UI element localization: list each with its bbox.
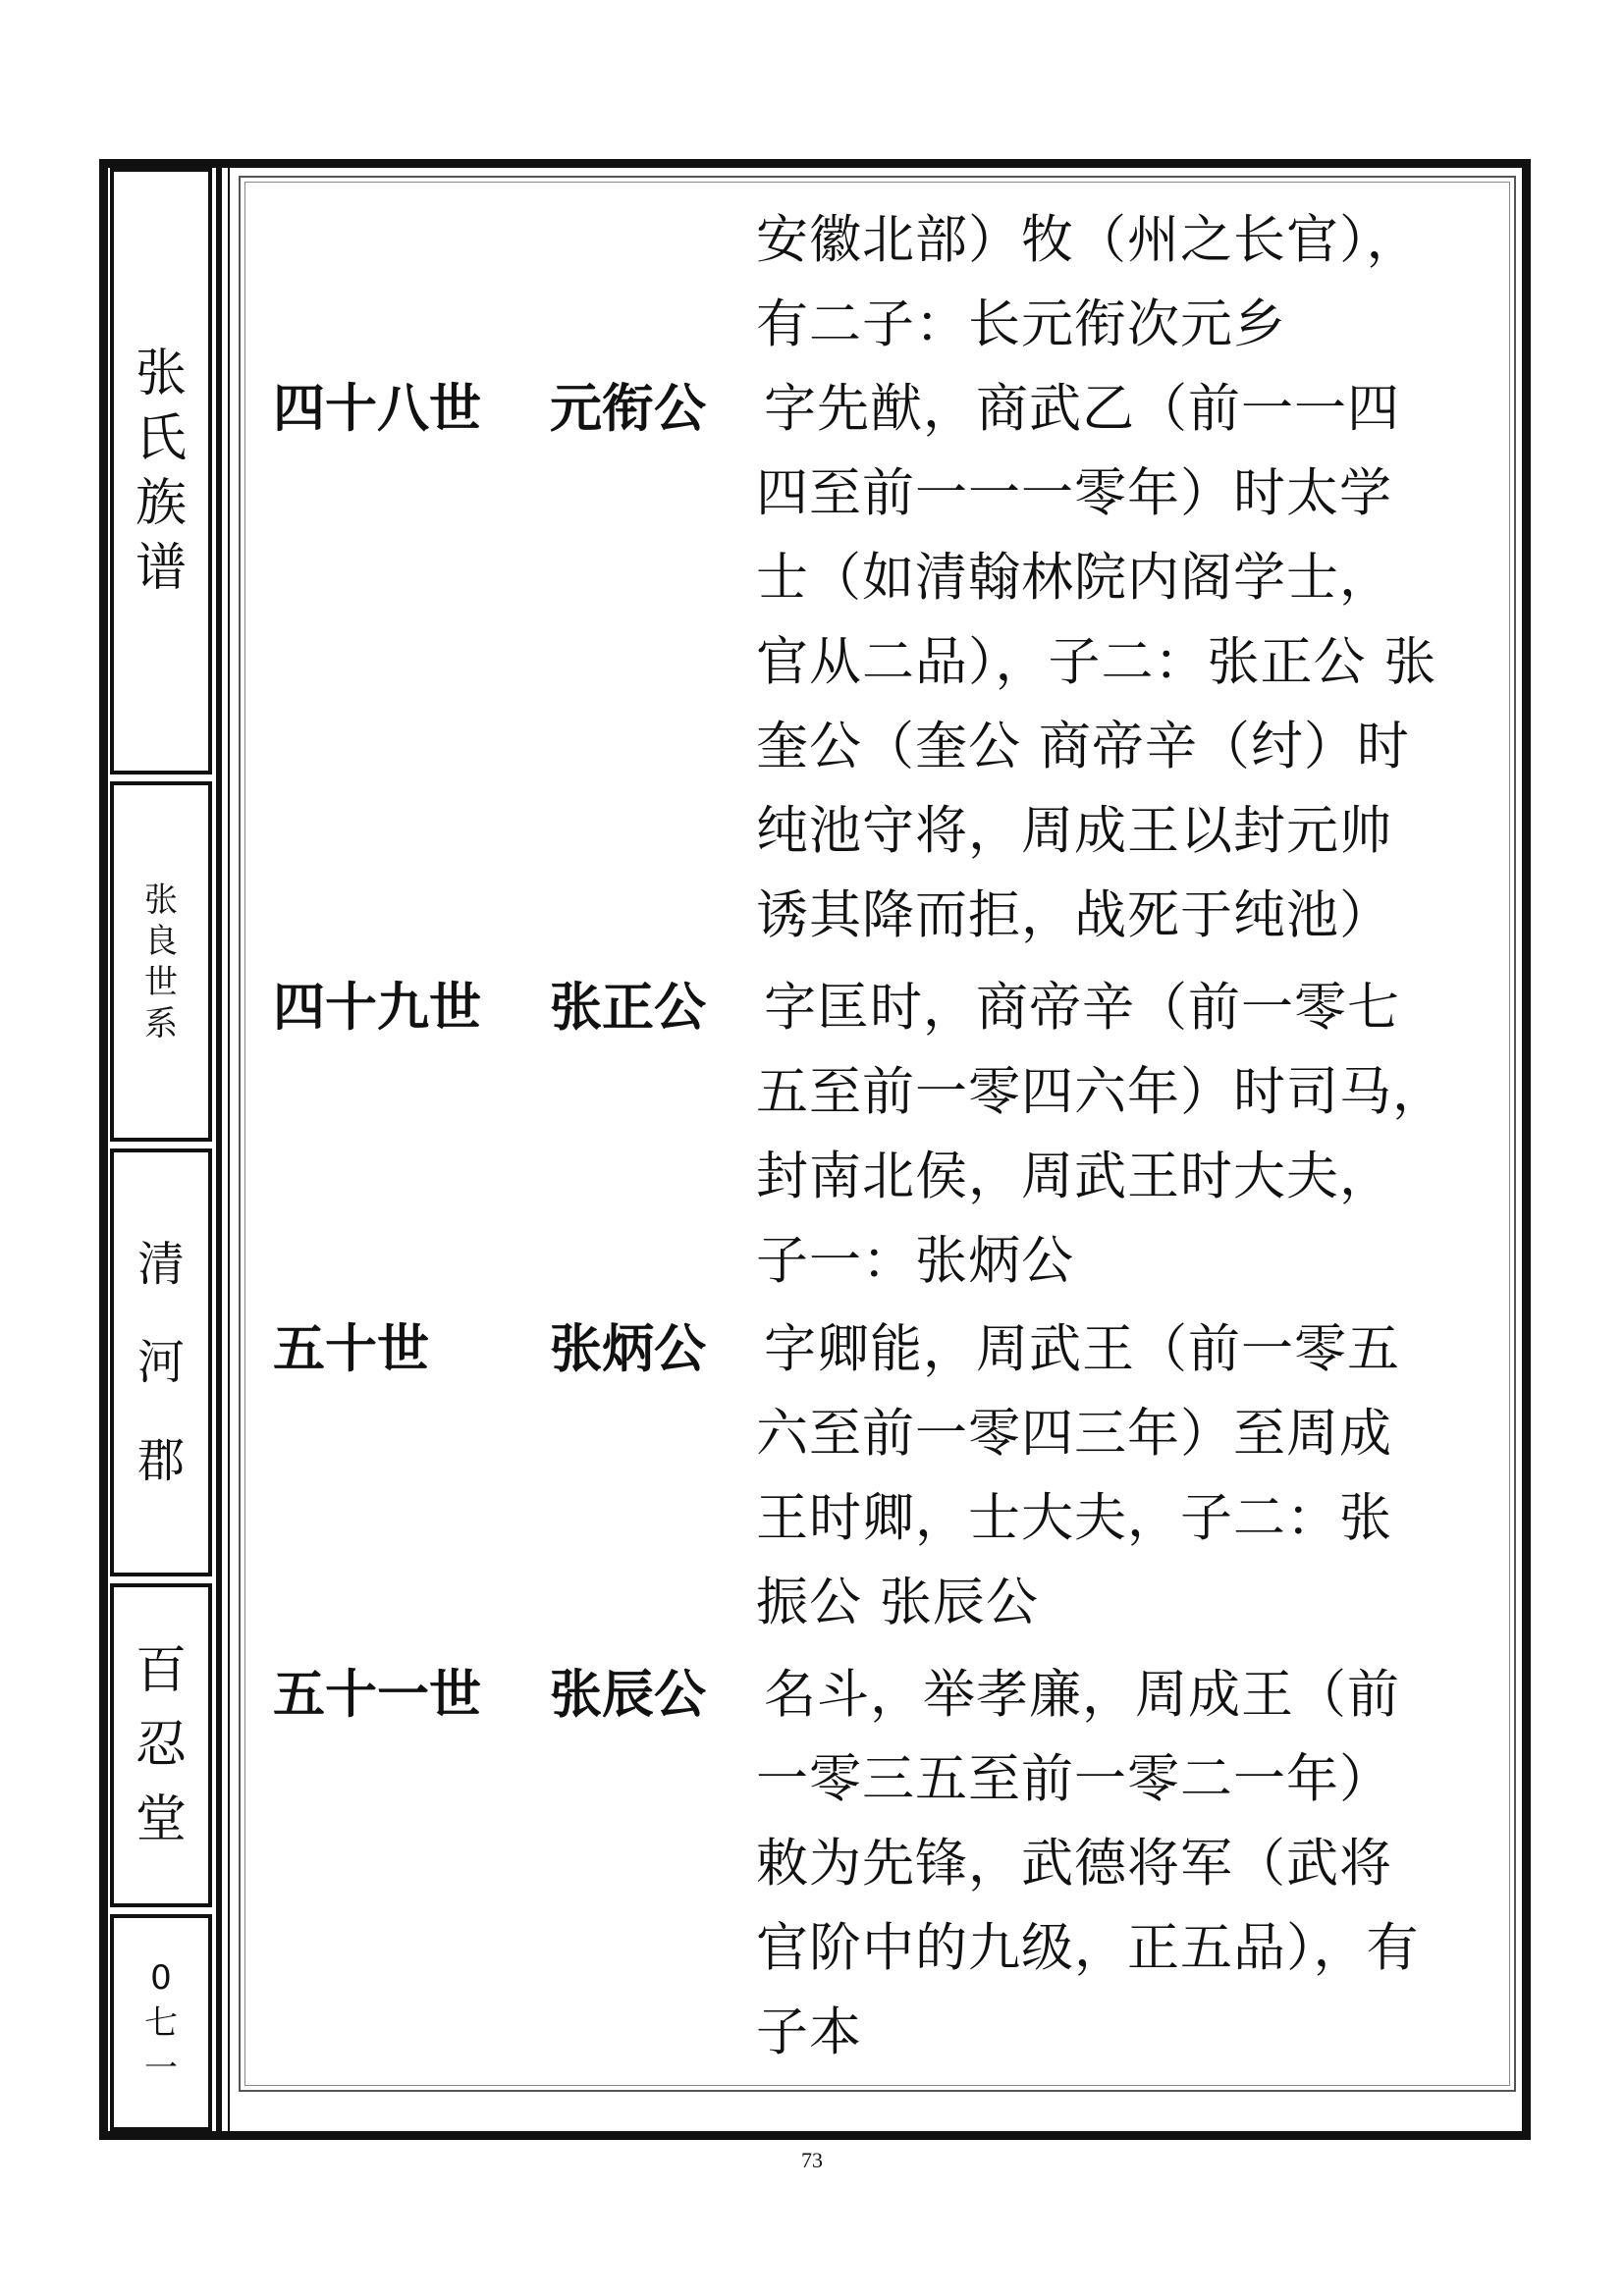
text-line: 士（如清翰林院内阁学士， xyxy=(756,548,1392,608)
title-char: 族 xyxy=(135,474,187,533)
title-char: 张 xyxy=(135,345,187,403)
text-line: 安徽北部）牧（州之长官）， xyxy=(756,210,1420,270)
text-line: 字卿能，周武王（前一零五 xyxy=(764,1319,1400,1379)
text-line: 子一：张炳公 xyxy=(756,1231,1074,1291)
text-line: 字先猷，商武乙（前一一四 xyxy=(764,379,1400,439)
generation-label: 五十一世 xyxy=(273,1665,481,1725)
text-line: 四至前一一一零年）时太学 xyxy=(756,463,1392,523)
page-char: 一 xyxy=(144,2048,178,2088)
sidebar-title-cell xyxy=(110,168,212,774)
generation-label: 四十九世 xyxy=(273,978,481,1038)
hall-char: 忍 xyxy=(135,1716,187,1775)
text-line: 王时卿，士大夫，子二：张 xyxy=(756,1488,1392,1548)
sidebar-commandery-cell xyxy=(110,1148,212,1576)
text-line: 奎公（奎公 商帝辛（纣）时 xyxy=(756,717,1410,776)
ancestor-name: 张辰公 xyxy=(550,1665,706,1725)
sidebar xyxy=(108,168,216,2131)
text-line: 敕为先锋，武德将军（武将 xyxy=(756,1834,1392,1894)
hall-char: 百 xyxy=(135,1641,187,1700)
text-line: 一零三五至前一零二一年） xyxy=(756,1749,1392,1809)
text-line: 诱其降而拒，战死于纯池） xyxy=(756,885,1392,945)
text-line: 封南北侯，周武王时大夫， xyxy=(756,1147,1392,1206)
commandery-char: 河 xyxy=(136,1335,185,1390)
text-line: 五至前一零四六年）时司马， xyxy=(756,1062,1445,1122)
text-line: 六至前一零四三年）至周成 xyxy=(756,1404,1392,1464)
title-char: 氏 xyxy=(135,409,187,468)
text-line: 纯池守将，周成王以封元帅 xyxy=(756,801,1392,861)
text-line: 有二子：长元衔次元乡 xyxy=(756,294,1286,354)
sidebar-divider-thick xyxy=(216,168,222,2131)
commandery-char: 清 xyxy=(136,1237,185,1292)
section-char: 良 xyxy=(144,921,178,961)
title-char: 谱 xyxy=(135,539,187,598)
text-line: 官阶中的九级，正五品），有 xyxy=(756,1918,1420,1978)
hall-char: 堂 xyxy=(135,1790,187,1849)
section-char: 张 xyxy=(144,880,178,920)
section-char: 世 xyxy=(144,962,178,1002)
section-char: 系 xyxy=(144,1003,178,1043)
text-line: 名斗，举孝廉，周成王（前 xyxy=(764,1665,1400,1725)
commandery-char: 郡 xyxy=(136,1433,185,1488)
page-char: 七 xyxy=(144,2002,178,2043)
sidebar-page-cell xyxy=(110,1914,212,2131)
text-line: 官从二品），子二：张正公 张 xyxy=(756,632,1437,692)
ancestor-name: 张正公 xyxy=(550,978,706,1038)
sidebar-divider-thin xyxy=(228,168,230,2131)
generation-label: 五十世 xyxy=(273,1319,429,1379)
ancestor-name: 张炳公 xyxy=(550,1319,706,1379)
page-number: 73 xyxy=(801,2148,823,2172)
generation-label: 四十八世 xyxy=(273,379,481,439)
page-char: 0 xyxy=(150,1957,172,1998)
text-line: 振公 张辰公 xyxy=(756,1573,1039,1632)
sidebar-section-cell xyxy=(110,781,212,1142)
text-line: 子本 xyxy=(756,2002,862,2062)
ancestor-name: 元衔公 xyxy=(550,379,706,439)
sidebar-hall-cell xyxy=(110,1583,212,1907)
text-line: 字匡时，商帝辛（前一零七 xyxy=(764,978,1400,1038)
